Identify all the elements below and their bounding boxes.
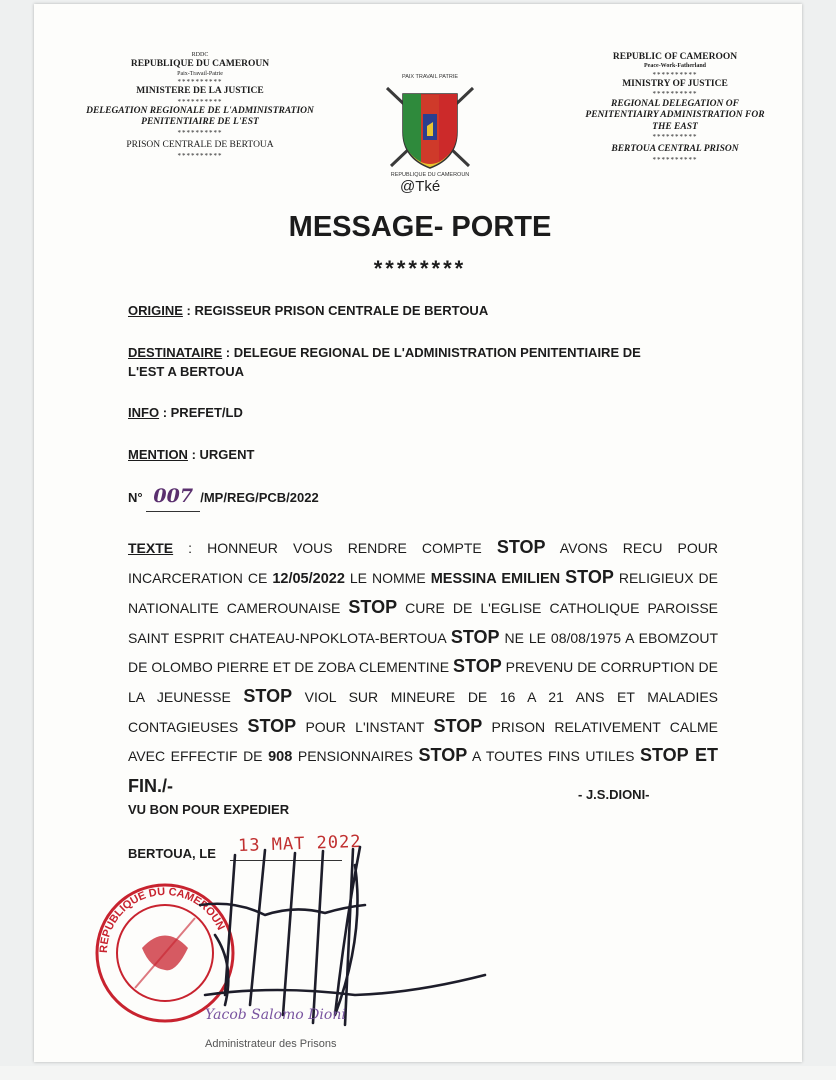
header-right-delegation-2: PENITENTIAIRY ADMINISTRATION FOR <box>585 110 765 121</box>
header-right-stars-3: ********** <box>652 132 698 141</box>
approval-line: VU BON POUR EXPEDIER <box>128 802 290 817</box>
place-date-label: BERTOUA, LE <box>128 846 216 861</box>
header-right-motto: Peace-Work-Fatherland <box>644 63 706 70</box>
header-right <box>555 52 795 164</box>
header-left-ministry: MINISTERE DE LA JUSTICE <box>136 86 264 97</box>
header-left-top-note: RDDC <box>191 52 209 58</box>
stop-word: STOP <box>565 566 614 587</box>
header-left-stars-4: ********** <box>177 151 223 160</box>
detainee-name: MESSINA EMILIEN <box>430 570 561 587</box>
signature-name-stamp: Yacob Salomo Dioni <box>205 1007 346 1023</box>
header-right-delegation-1: REGIONAL DELEGATION OF <box>611 98 739 109</box>
header-left-stars: ********** <box>177 77 223 86</box>
texte-part-07: PREVENU DE CORRUPTION DE LA JEUNESSE <box>128 659 719 705</box>
texte-part-08: VIOL SUR MINEURE DE 16 A 21 ANS ET MALADIES CONTAGIEUSES <box>128 688 719 735</box>
date-stamp: 13 MAT 2022 <box>237 831 362 857</box>
origine-label: ORIGINE <box>128 303 183 318</box>
mention-field <box>128 446 254 465</box>
document-title: MESSAGE- PORTE <box>288 211 552 243</box>
texte-part-05: CURE DE L'EGLISE CATHOLIQUE PAROISSE SAINT ESPRIT CHATEAU-NPOKLOTA-BERTOUA <box>128 600 718 646</box>
texte-part-12: A TOUTES FINS UTILES <box>467 748 640 765</box>
title-stars: ******** <box>373 256 467 281</box>
reference-prefix: N° <box>128 490 143 505</box>
info-label: INFO <box>128 405 160 420</box>
header-right-stars: ********** <box>652 70 698 79</box>
header-left <box>70 52 330 160</box>
info-field <box>128 404 243 423</box>
header-left-motto: Paix-Travail-Patrie <box>177 70 223 77</box>
stop-word: STOP <box>450 626 500 647</box>
texte-part-01: : HONNEUR VOUS RENDRE COMPTE <box>173 540 497 556</box>
header-right-country: REPUBLIC OF CAMEROON <box>612 52 738 62</box>
message-body <box>128 533 718 801</box>
stop-word: STOP <box>418 745 468 766</box>
coat-of-arms-icon <box>365 66 495 178</box>
destinataire-value-2: L'EST A BERTOUA <box>128 363 245 379</box>
reference-number <box>128 483 319 512</box>
incarceration-date: 12/05/2022 <box>272 570 345 587</box>
header-left-delegation-2: PENITENTIAIRE DE L'EST <box>141 117 259 128</box>
page-bottom-edge <box>0 1066 836 1080</box>
header-right-stars-2: ********** <box>652 90 698 99</box>
mention-label: MENTION <box>128 447 188 462</box>
stop-word: STOP <box>247 715 297 736</box>
stop-word: STOP <box>453 656 502 677</box>
texte-part-06: NE LE 08/08/1975 A EBOMZOUT DE OLOMBO PIERRE ET DE ZOBA CLEMENTINE <box>128 629 718 676</box>
header-left-prison: PRISON CENTRALE DE BERTOUA <box>126 140 274 151</box>
texte-part-03: LE NOMME <box>344 569 431 586</box>
mention-value: : URGENT <box>191 447 255 462</box>
header-left-delegation-1: DELEGATION REGIONALE DE L'ADMINISTRATION <box>86 105 314 116</box>
header-right-prison: BERTOUA CENTRAL PRISON <box>611 144 739 155</box>
info-value: : PREFET/LD <box>162 405 243 420</box>
texte-part-10: PRISON RELATIVEMENT CALME AVEC EFFECTIF DE <box>128 718 719 765</box>
header-left-stars-3: ********** <box>177 128 223 137</box>
watermark-text: @Tké <box>400 178 441 195</box>
texte-label: TEXTE <box>128 540 174 556</box>
texte-part-09: POUR L'INSTANT <box>296 718 434 735</box>
header-right-delegation-3: THE EAST <box>652 121 698 132</box>
texte-part-04: RELIGIEUX DE NATIONALITE CAMEROUNAISE <box>128 569 718 617</box>
signer-name: - J.S.DIONI- <box>578 787 650 802</box>
stop-word: STOP <box>433 715 483 736</box>
header-right-stars-4: ********** <box>652 155 698 164</box>
stop-word: STOP <box>348 597 398 618</box>
header-right-ministry: MINISTRY OF JUSTICE <box>622 78 728 89</box>
inmate-count: 908 <box>268 749 293 766</box>
origine-field <box>128 302 488 321</box>
stop-word: STOP <box>243 685 293 706</box>
texte-part-02: AVONS RECU POUR INCARCERATION CE <box>128 540 718 586</box>
texte-part-11: PENSIONNAIRES <box>292 748 419 765</box>
emblem-bottom-text: REPUBLIQUE DU CAMEROUN <box>390 172 470 178</box>
emblem-top-text: PAIX TRAVAIL PATRIE <box>401 74 459 80</box>
origine-value: : REGISSEUR PRISON CENTRALE DE BERTOUA <box>186 303 489 318</box>
stop-end: STOP ET FIN./- <box>128 745 719 796</box>
stop-word: STOP <box>496 537 546 557</box>
header-left-stars-2: ********** <box>177 97 223 106</box>
destinataire-value-1: : DELEGUE REGIONAL DE L'ADMINISTRATION PENITENTIAIRE DE <box>225 345 641 360</box>
destinataire-field <box>128 344 708 382</box>
signature-title-stamp: Administrateur des Prisons <box>205 1038 337 1050</box>
stamp-arc-text: REPUBLIQUE DU CAMEROUN <box>97 885 227 954</box>
reference-suffix: /MP/REG/PCB/2022 <box>200 490 319 505</box>
reference-handwritten-number: 007 <box>146 483 200 512</box>
header-left-country: REPUBLIQUE DU CAMEROUN <box>130 59 270 70</box>
destinataire-label: DESTINATAIRE <box>128 345 223 360</box>
